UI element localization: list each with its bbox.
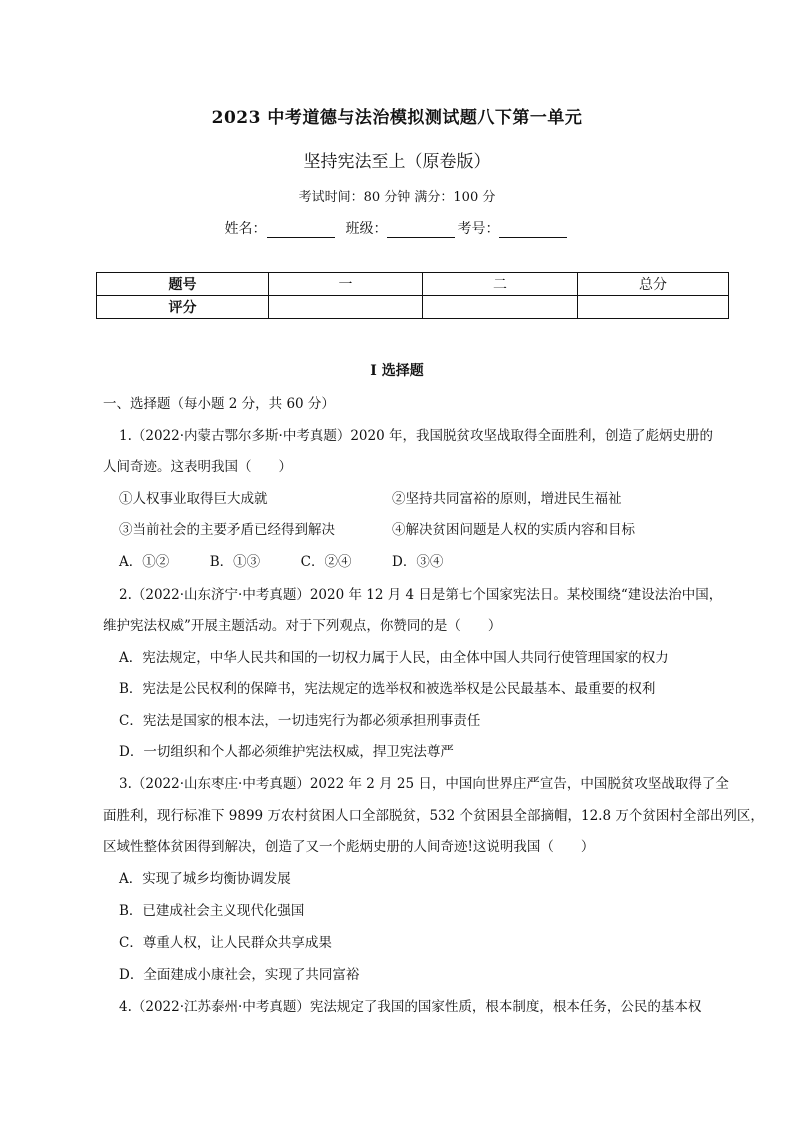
question-2-line-1: 2.（2022·山东济宁·中考真题）2020 年 12 月 4 日是第七个国家宪法日。某校围绕“建设法治中国，: [119, 587, 723, 603]
question-4-line-1: 4.（2022·江苏泰州·中考真题）宪法规定了我国的国家性质，根本制度，根本任务，公民的基本权: [119, 999, 702, 1015]
header-cell-total: 总分: [578, 273, 729, 296]
header-cell-part-2: 二: [423, 273, 578, 296]
question-2-choice-d: D．一切组织和个人都必须维护宪法权威，捍卫宪法尊严: [119, 744, 454, 760]
question-3-line-1: 3.（2022·山东枣庄·中考真题）2022 年 2 月 25 日，中国向世界庄严宣告，中国脱贫攻坚战取得了全: [119, 776, 729, 792]
question-1-choices: A．①② B．①③ C．②④ D．③④: [119, 554, 444, 570]
question-2-choice-a: A．宪法规定，中华人民共和国的一切权力属于人民，由全体中国人共同行使管理国家的权力: [119, 650, 669, 666]
question-2-line-2: 维护宪法权威”开展主题活动。对于下列观点，你赞同的是（ ）: [103, 618, 502, 634]
question-3-line-3: 区域性整体贫困得到解决，创造了又一个彪炳史册的人间奇迹!这说明我国（ ）: [103, 839, 595, 855]
question-3-choice-d: D．全面建成小康社会，实现了共同富裕: [119, 967, 360, 983]
question-3-choice-c: C．尊重人权，让人民群众共享成果: [119, 935, 332, 951]
question-2-choice-b: B．宪法是公民权利的保障书，宪法规定的选举权和被选举权是公民最基本、最重要的权利: [119, 681, 656, 697]
section-title: I 选择题: [370, 363, 424, 379]
score-table-score-row: [97, 296, 729, 319]
question-3-line-2: 面胜利，现行标准下 9899 万农村贫困人口全部脱贫，532 个贫困县全部摘帽，12.8 万个贫困村全部出列区，: [103, 808, 764, 824]
score-label-cell: 评分: [97, 296, 269, 319]
question-1-option-4: ④解决贫困问题是人权的实质内容和目标: [392, 522, 635, 538]
document-title: 2023 中考道德与法治模拟测试题八下第一单元: [211, 108, 583, 128]
score-table: [96, 272, 729, 319]
part-heading: 一、选择题（每小题 2 分，共 60 分）: [103, 396, 335, 412]
header-cell-part-1: 一: [269, 273, 423, 296]
score-cell-total[interactable]: [578, 296, 729, 319]
question-3-choice-b: B．已建成社会主义现代化强国: [119, 903, 305, 919]
student-fields: [0, 218, 794, 238]
exam-info: 考试时间：80 分钟 满分：100 分: [298, 190, 496, 205]
class-blank[interactable]: [387, 223, 455, 238]
name-blank[interactable]: [267, 223, 335, 238]
question-1-line-2: 人间奇迹。这表明我国（ ）: [103, 459, 292, 475]
name-label: 姓名：: [224, 221, 267, 237]
class-label: 班级：: [345, 221, 388, 237]
question-1-option-3: ③当前社会的主要矛盾已经得到解决: [119, 522, 335, 538]
question-3-choice-a: A．实现了城乡均衡协调发展: [119, 871, 291, 887]
score-cell-part-2[interactable]: [423, 296, 578, 319]
id-blank[interactable]: [499, 223, 567, 238]
id-label: 考号：: [457, 221, 500, 237]
question-2-choice-c: C．宪法是国家的根本法，一切违宪行为都必须承担刑事责任: [119, 713, 481, 729]
question-1-line-1: 1.（2022·内蒙古鄂尔多斯·中考真题）2020 年，我国脱贫攻坚战取得全面胜利，创造了彪炳史册的: [119, 428, 713, 444]
score-cell-part-1[interactable]: [269, 296, 423, 319]
header-cell-question-no: 题号: [97, 273, 269, 296]
score-table-header-row: [97, 273, 729, 296]
document-subtitle: 坚持宪法至上（原卷版）: [303, 152, 491, 172]
question-1-option-1: ①人权事业取得巨大成就: [119, 491, 268, 507]
question-1-option-2: ②坚持共同富裕的原则，增进民生福祉: [392, 491, 622, 507]
